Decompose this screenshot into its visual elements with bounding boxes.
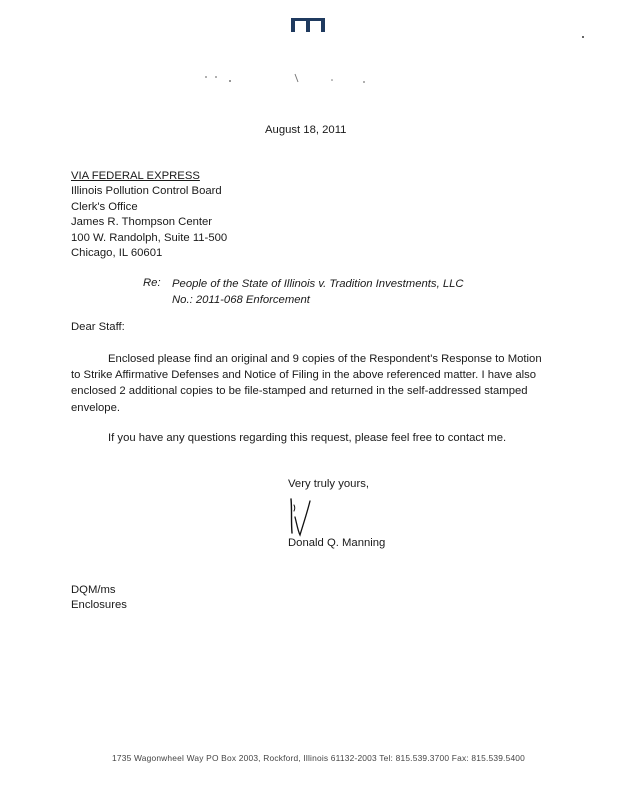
recipient-name: Illinois Pollution Control Board (71, 185, 222, 198)
case-number: No.: 2011-068 Enforcement (172, 293, 310, 306)
recipient-building: James R. Thompson Center (71, 216, 213, 229)
body-paragraph-1: Enclosed please find an original and 9 copies of the Respondent's Response to Motion to Strike Affirmative Defenses and Notice of Filing in the above referenced matter. I have also enclosed 2 additional copies to be file-stamped and returned in the self-addressed stamped envelope. (71, 353, 542, 414)
signer-name: Donald Q. Manning (288, 537, 386, 549)
enclosures-note: Enclosures (71, 599, 127, 612)
delivery-method: VIA FEDERAL EXPRESS (71, 170, 200, 182)
closing: Very truly yours, (288, 478, 369, 490)
typist-initials: DQM/ms (71, 584, 116, 596)
reference-initials (71, 583, 127, 614)
case-caption: People of the State of Illinois v. Tradition Investments, LLC (172, 278, 464, 290)
letterhead-logo-icon (291, 18, 325, 32)
scan-speck (582, 36, 584, 38)
recipient-street: 100 W. Randolph, Suite 11-500 (71, 231, 228, 244)
salutation: Dear Staff: (71, 321, 125, 333)
recipient-address (71, 169, 227, 261)
body-paragraph-2: If you have any questions regarding this request, please feel free to contact me. (108, 432, 507, 444)
handwritten-signature (283, 495, 323, 537)
re-reference (172, 277, 464, 308)
letterhead-footer: 1735 Wagonwheel Way PO Box 2003, Rockford, Illinois 61132-2003 Tel: 815.539.3700 Fax: 815.539.5400 (112, 753, 526, 763)
re-label: Re: (143, 277, 161, 289)
letter-date: August 18, 2011 (265, 124, 347, 136)
recipient-city: Chicago, IL 60601 (71, 247, 163, 260)
scan-artifact (202, 71, 382, 85)
recipient-office: Clerk's Office (71, 200, 138, 213)
